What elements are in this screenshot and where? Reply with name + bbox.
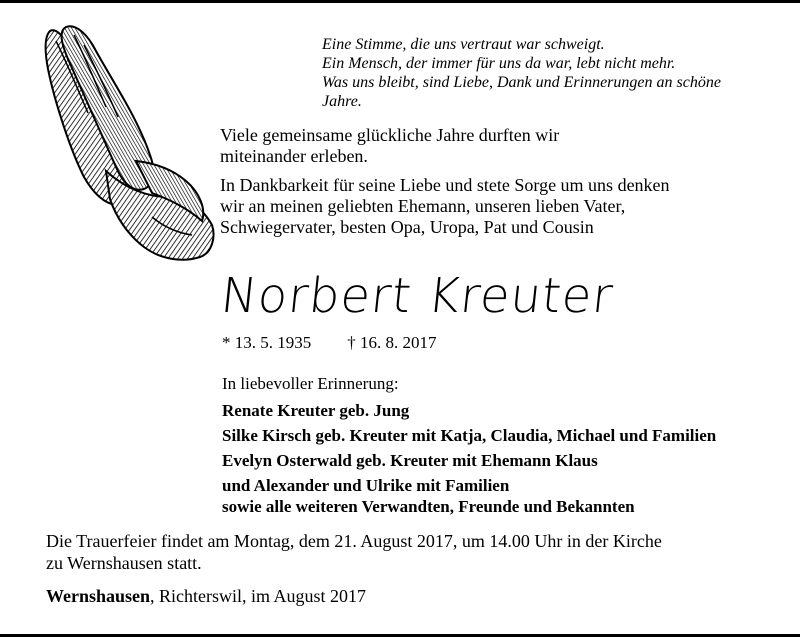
place-rest: , Richterswil, im August 2017 xyxy=(150,586,367,606)
birth-date: * 13. 5. 1935 xyxy=(222,333,312,352)
mourner-line: Silke Kirsch geb. Kreuter mit Katja, Claudia, Michael und Familien xyxy=(222,426,717,445)
poem-line: Eine Stimme, die uns vertraut war schweigt. xyxy=(322,36,605,53)
mourner-line: und Alexander und Ulrike mit Familien xyxy=(222,476,510,495)
deceased-name: Norbert Kreuter xyxy=(218,268,617,324)
mourners xyxy=(222,373,792,517)
intro-paragraph-2: In Dankbarkeit für seine Liebe und stete Sorge um uns denken wir an meinen geliebten Ehemann, unseren lieben Vater, Schwiegervater, besten Opa, Uropa, Pat und Cousin xyxy=(220,175,670,237)
mourners-lead: In liebevoller Erinnerung: xyxy=(222,374,399,393)
mourner-line: sowie alle weiteren Verwandten, Freunde und Bekannten xyxy=(222,497,635,516)
mourner-line: Renate Kreuter geb. Jung xyxy=(222,401,410,420)
ceremony-notice xyxy=(46,530,686,574)
poem-line: Ein Mensch, der immer für uns da war, lebt nicht mehr. xyxy=(322,55,676,72)
place-and-date xyxy=(46,585,366,607)
place-town: Wernshausen xyxy=(46,586,151,606)
mourner-line: Evelyn Osterwald geb. Kreuter mit Ehemann Klaus xyxy=(222,451,598,470)
poem-line: Jahre. xyxy=(322,93,362,110)
poem-line: Was uns bleibt, sind Liebe, Dank und Erinnerungen an schöne xyxy=(322,74,721,91)
intro-paragraph-1: Viele gemeinsame glückliche Jahre durften wir miteinander erleben. xyxy=(220,125,560,166)
praying-hands-icon xyxy=(36,21,216,263)
intro-text xyxy=(220,125,780,246)
death-date: † 16. 8. 2017 xyxy=(347,333,437,352)
ceremony-text: Die Trauerfeier findet am Montag, dem 21. August 2017, um 14.00 Uhr in der Kirche zu Wernshausen statt. xyxy=(46,531,662,573)
poem xyxy=(322,35,762,111)
life-dates xyxy=(222,333,437,353)
